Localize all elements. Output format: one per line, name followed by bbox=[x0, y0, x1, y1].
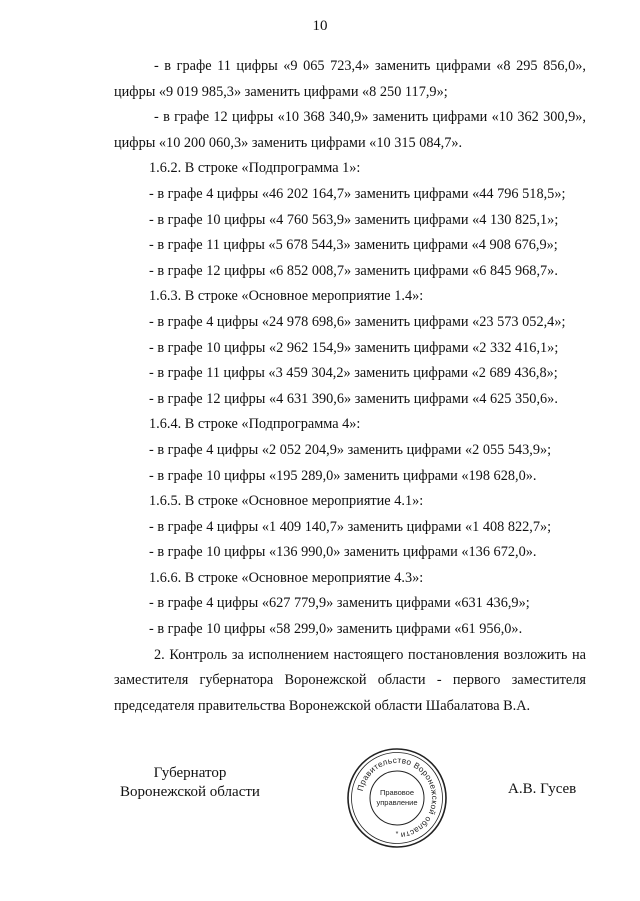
text-line: - в графе 10 цифры «2 962 154,9» заменить цифрами «2 332 416,1»; bbox=[149, 339, 559, 356]
text-line: - в графе 12 цифры «6 852 008,7» заменить цифрами «6 845 968,7». bbox=[149, 262, 558, 279]
text-line: - в графе 4 цифры «1 409 140,7» заменить цифрами «1 408 822,7»; bbox=[149, 518, 552, 535]
signatory-title-line-2: Воронежской области bbox=[120, 784, 260, 800]
stamp-ring-text: Правительство Воронежской области bbox=[355, 755, 440, 840]
text-line: 1.6.3. В строке «Основное мероприятие 1.4»: bbox=[149, 288, 424, 305]
text-line: - в графе 11 цифры «3 459 304,2» заменить цифрами «2 689 436,8»; bbox=[149, 365, 558, 382]
signatory-title bbox=[100, 764, 280, 802]
text-line: - в графе 10 цифры «136 990,0» заменить цифрами «136 672,0». bbox=[149, 544, 537, 561]
text-line: - в графе 4 цифры «24 978 698,6» заменить цифрами «23 573 052,4»; bbox=[149, 313, 566, 330]
text-line: - в графе 12 цифры «4 631 390,6» заменить цифрами «4 625 350,6». bbox=[149, 390, 558, 407]
text-line: 2. Контроль за исполнением настоящего постановления возложить на bbox=[154, 646, 586, 663]
text-line: заместителя губернатора Воронежской области - первого заместителя bbox=[114, 672, 586, 689]
text-line: - в графе 4 цифры «2 052 204,9» заменить цифрами «2 055 543,9»; bbox=[149, 441, 552, 458]
text-line: - в графе 10 цифры «4 760 563,9» заменить цифрами «4 130 825,1»; bbox=[149, 211, 559, 228]
text-line: председателя правительства Воронежской области Шабалатова В.А. bbox=[114, 697, 531, 714]
text-line: - в графе 11 цифры «5 678 544,3» заменить цифрами «4 908 676,9»; bbox=[149, 237, 558, 254]
text-line: - в графе 10 цифры «195 289,0» заменить цифрами «198 628,0». bbox=[149, 467, 537, 484]
text-line: цифры «9 019 985,3» заменить цифрами «8 250 117,9»; bbox=[114, 83, 448, 100]
text-line: 1.6.6. В строке «Основное мероприятие 4.3»: bbox=[149, 569, 424, 586]
stamp-center-line-1: Правовое bbox=[379, 788, 415, 797]
text-line: - в графе 4 цифры «46 202 164,7» заменить цифрами «44 796 518,5»; bbox=[149, 185, 566, 202]
text-line: 1.6.5. В строке «Основное мероприятие 4.1»: bbox=[149, 493, 424, 510]
text-line: - в графе 12 цифры «10 368 340,9» заменить цифрами «10 362 300,9», bbox=[154, 109, 586, 126]
stamp-center-line-2: управление bbox=[376, 798, 418, 807]
text-line: 1.6.2. В строке «Подпрограмма 1»: bbox=[149, 160, 361, 177]
signatory-title-line-1: Губернатор bbox=[153, 765, 227, 781]
official-stamp bbox=[345, 746, 449, 850]
signatory-name: А.В. Гусев bbox=[508, 781, 577, 797]
document-body bbox=[114, 54, 586, 719]
text-line: 1.6.4. В строке «Подпрограмма 4»: bbox=[149, 416, 361, 433]
text-line: - в графе 11 цифры «9 065 723,4» заменить цифрами «8 295 856,0», bbox=[154, 58, 586, 74]
text-line: цифры «10 200 060,3» заменить цифрами «10 315 084,7». bbox=[114, 134, 463, 151]
page-number: 10 bbox=[312, 18, 328, 34]
stamp-star: * bbox=[395, 831, 399, 838]
text-line: - в графе 10 цифры «58 299,0» заменить цифрами «61 956,0». bbox=[149, 621, 523, 638]
text-line: - в графе 4 цифры «627 779,9» заменить цифрами «631 436,9»; bbox=[149, 595, 530, 612]
